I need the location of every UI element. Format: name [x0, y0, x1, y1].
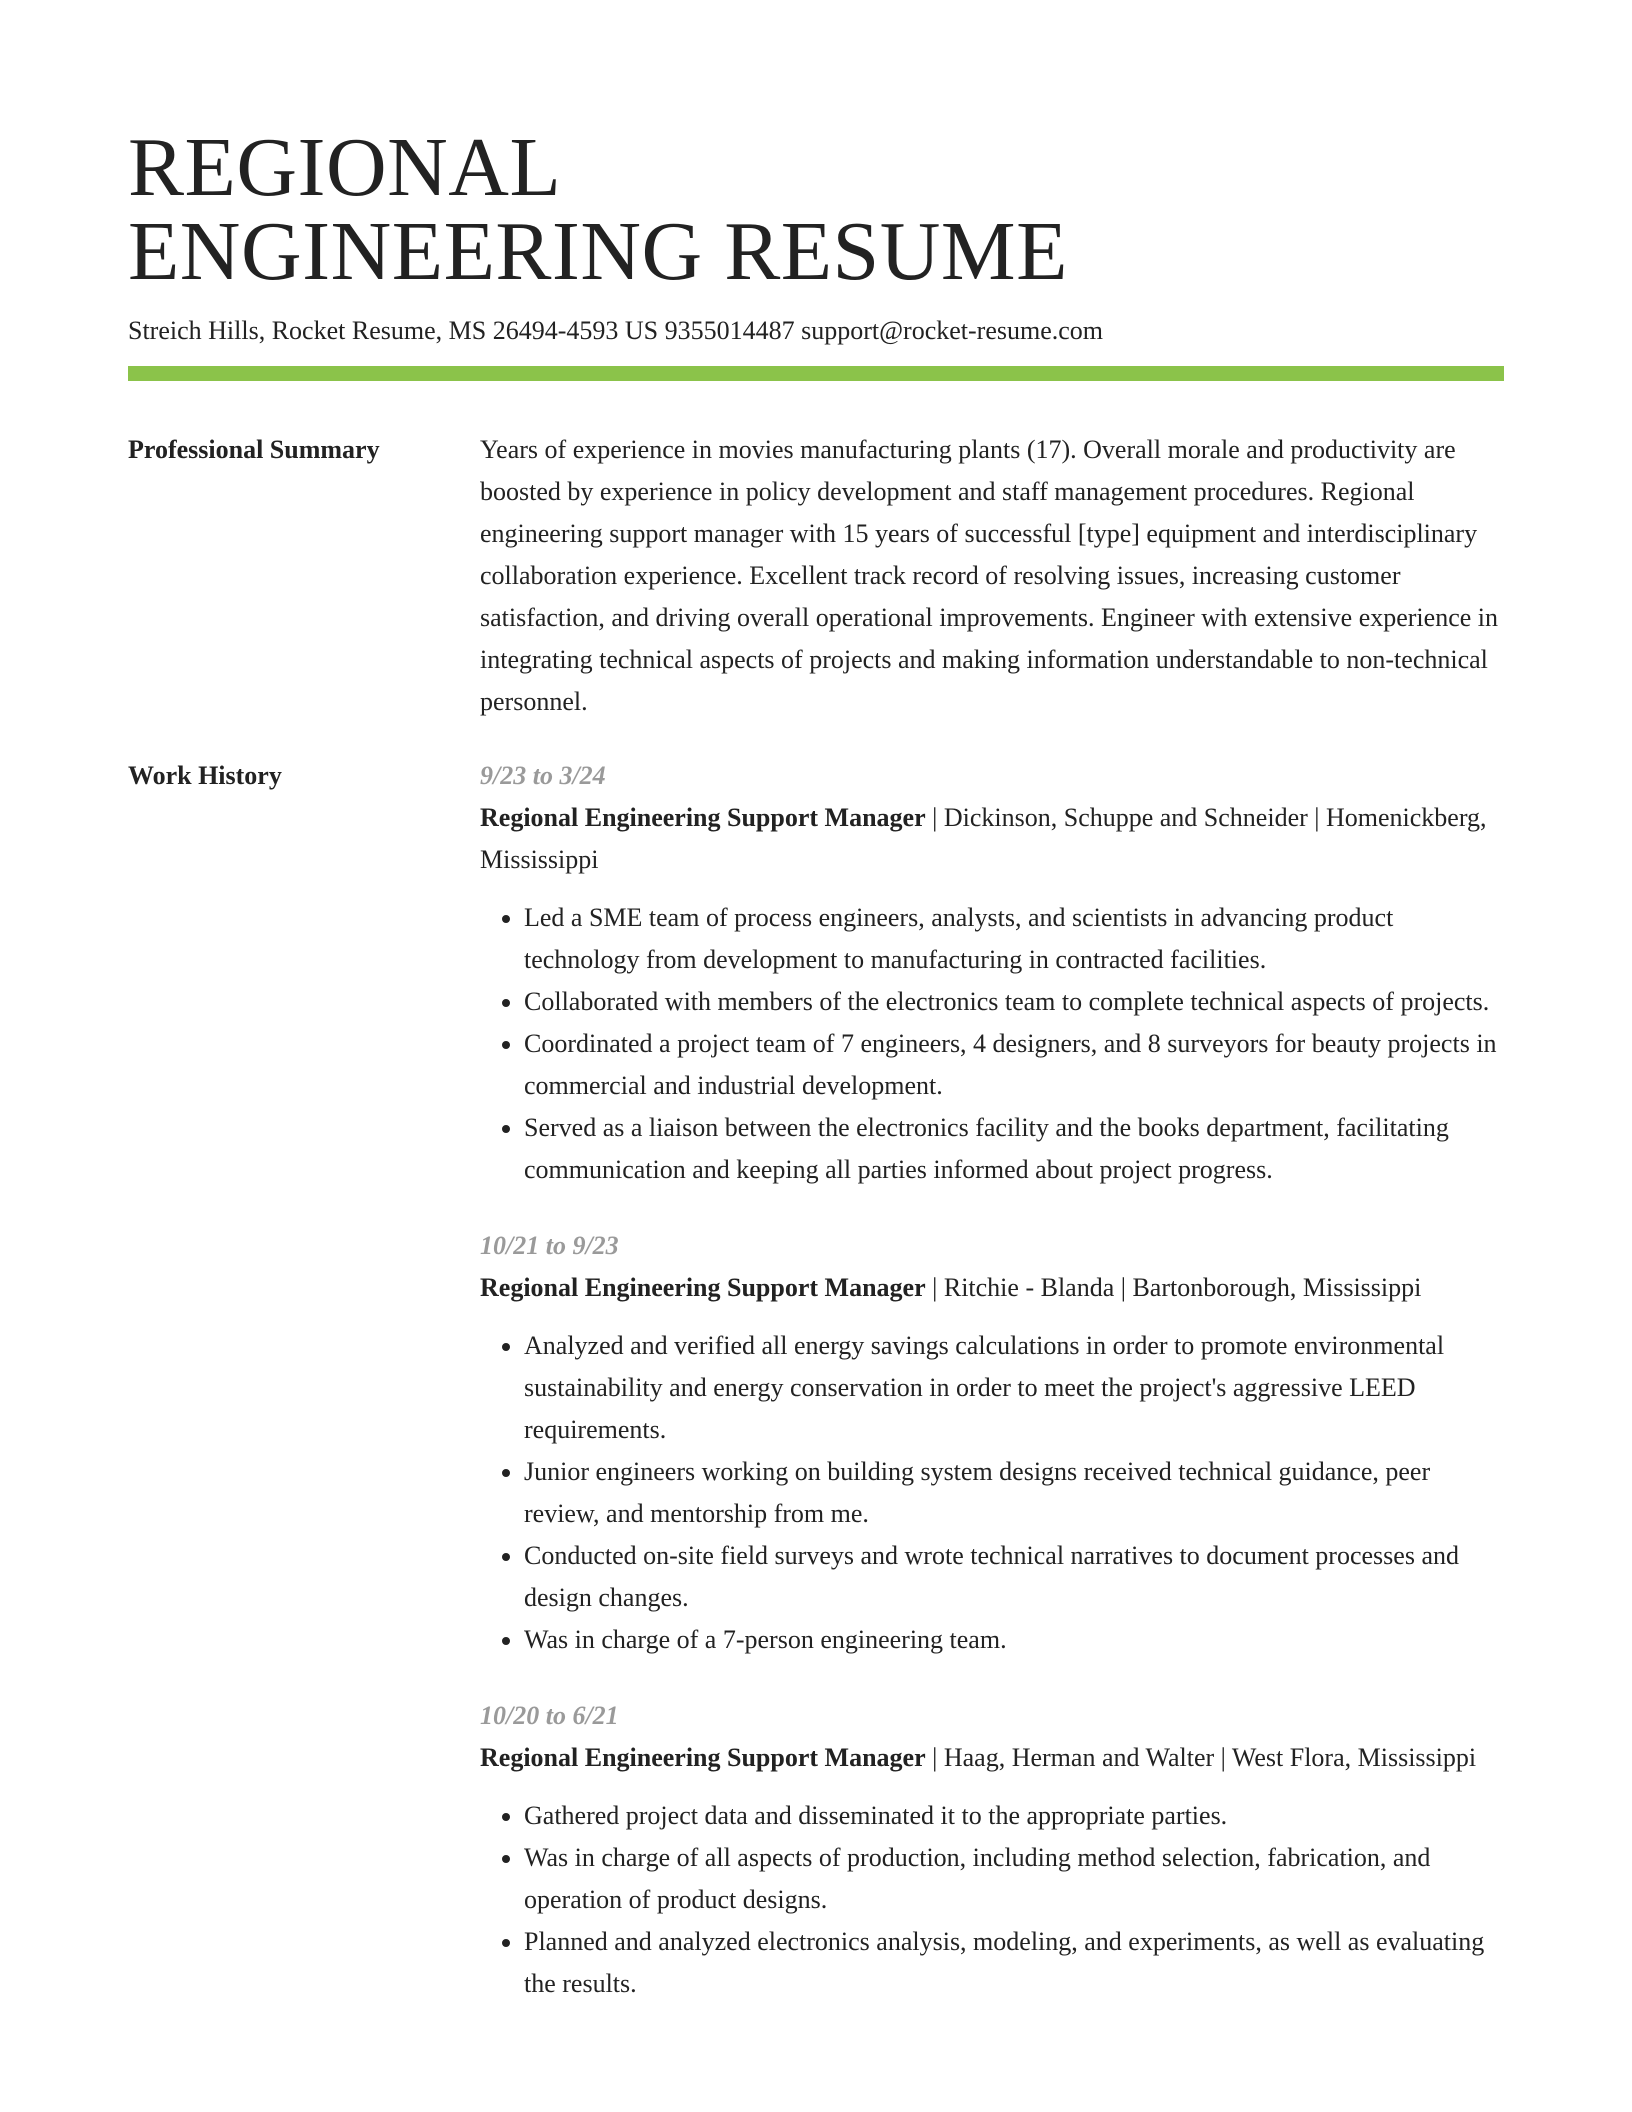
job-bullet: • Junior engineers working on building system designs received technical guidance, peer review, and mentorship from me.	[524, 1451, 1504, 1535]
section-label-work-history: Work History	[128, 761, 282, 790]
job-bullet-list	[480, 1795, 1504, 2005]
job-bullet: • Planned and analyzed electronics analysis, modeling, and experiments, as well as evaluating the results.	[524, 1921, 1504, 2005]
section-label-professional-summary: Professional Summary	[128, 435, 380, 464]
professional-summary-body	[480, 429, 1504, 723]
professional-summary-text: Years of experience in movies manufacturing plants (17). Overall morale and productivity are boosted by experience in policy development and staff management procedures. Regional engineering support manager with 15 years of successful [type] equipment and interdisciplinary collaboration experience. Excellent track record of resolving issues, increasing customer satisfaction, and driving overall operational improvements. Engineer with extensive experience in integrating technical aspects of projects and making information understandable to non-technical personnel.	[480, 435, 1498, 716]
job-bullet: • Was in charge of all aspects of production, including method selection, fabrication, and operation of product designs.	[524, 1837, 1504, 1921]
job-entry	[480, 755, 1504, 1191]
job-company-location: | Ritchie - Blanda | Bartonborough, Mississippi	[925, 1273, 1422, 1302]
job-bullet: • Conducted on-site field surveys and wrote technical narratives to document processes and design changes.	[524, 1535, 1504, 1619]
job-heading	[480, 797, 1504, 881]
job-bullet: • Was in charge of a 7-person engineering team.	[524, 1619, 1504, 1661]
job-bullet: • Led a SME team of process engineers, analysts, and scientists in advancing product technology from development to manufacturing in contracted facilities.	[524, 897, 1504, 981]
job-dates: 10/21 to 9/23	[480, 1231, 619, 1260]
job-bullet: • Collaborated with members of the electronics team to complete technical aspects of projects.	[524, 981, 1504, 1023]
job-bullet-list	[480, 1325, 1504, 1661]
resume-title	[128, 121, 1504, 298]
contact-info: Streich Hills, Rocket Resume, MS 26494-4593 US 9355014487 support@rocket-resume.com	[128, 316, 1103, 345]
job-entry	[480, 1695, 1504, 2005]
work-history-body	[480, 755, 1504, 2039]
professional-summary-section	[128, 429, 1504, 723]
job-title: Regional Engineering Support Manager	[480, 803, 926, 832]
job-dates: 10/20 to 6/21	[480, 1701, 619, 1730]
resume-title-line-2: ENGINEERING RESUME	[128, 205, 1068, 298]
accent-divider	[128, 366, 1504, 381]
job-dates: 9/23 to 3/24	[480, 761, 606, 790]
work-history-section	[128, 755, 1504, 2039]
job-bullet: • Gathered project data and disseminated it to the appropriate parties.	[524, 1795, 1504, 1837]
job-bullet: • Served as a liaison between the electronics facility and the books department, facilitating communication and keeping all parties informed about project progress.	[524, 1107, 1504, 1191]
job-bullet: • Coordinated a project team of 7 engineers, 4 designers, and 8 surveyors for beauty projects in commercial and industrial development.	[524, 1023, 1504, 1107]
job-company-location: | Dickinson, Schuppe and Schneider | Homenickberg, Mississippi	[480, 803, 1487, 874]
job-title: Regional Engineering Support Manager	[480, 1273, 926, 1302]
resume-title-line-1: REGIONAL	[128, 121, 562, 214]
job-title: Regional Engineering Support Manager	[480, 1743, 926, 1772]
job-heading	[480, 1737, 1504, 1779]
resume-page	[128, 121, 1504, 2039]
job-heading	[480, 1267, 1504, 1309]
job-entry	[480, 1225, 1504, 1661]
job-company-location: | Haag, Herman and Walter | West Flora, Mississippi	[925, 1743, 1477, 1772]
job-bullet: • Analyzed and verified all energy savings calculations in order to promote environmental sustainability and energy conservation in order to meet the project's aggressive LEED requirements.	[524, 1325, 1504, 1451]
job-bullet-list	[480, 897, 1504, 1191]
